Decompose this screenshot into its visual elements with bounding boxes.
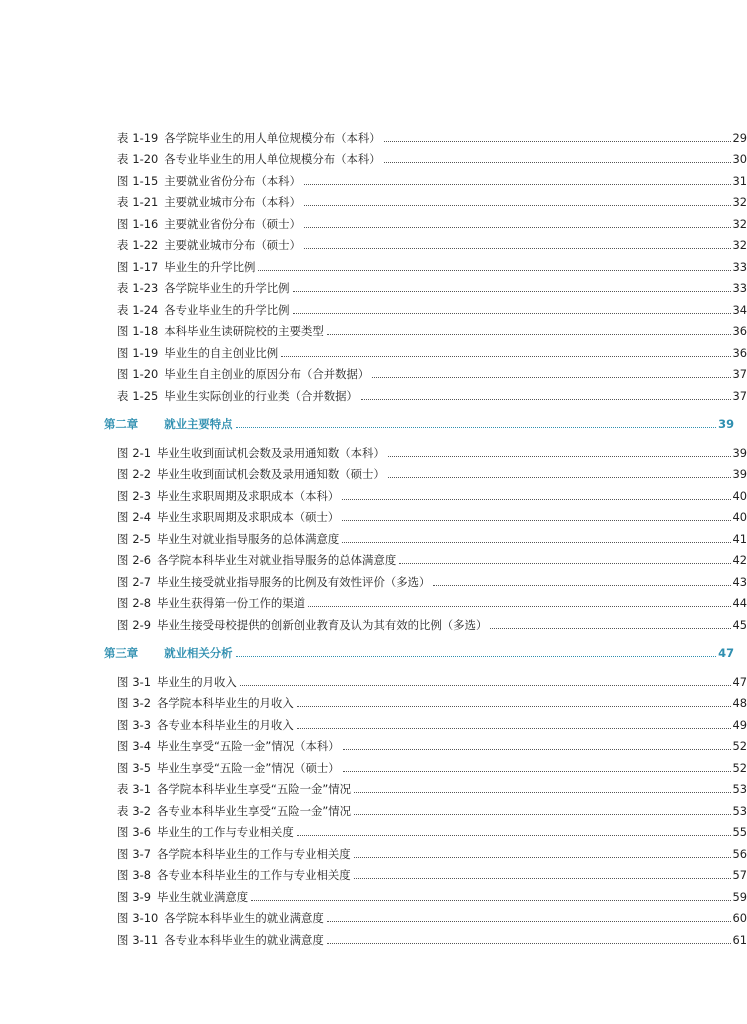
- toc-kind: 图: [117, 911, 129, 925]
- toc-number: 3-4: [132, 739, 152, 753]
- toc-number: 1-16: [132, 216, 159, 231]
- toc-title: 毕业生自主创业的原因分布（合并数据）: [164, 367, 370, 381]
- toc-entry-row[interactable]: [0, 839, 747, 861]
- dot-leader: [293, 312, 731, 314]
- toc-page-number: 40: [732, 510, 747, 524]
- toc-kind: 图: [117, 216, 129, 231]
- toc-entry-row[interactable]: [0, 882, 747, 904]
- dot-leader: [297, 834, 731, 836]
- toc-entry-row[interactable]: [0, 209, 747, 231]
- toc-page-number: 60: [732, 911, 747, 925]
- toc-kind: 图: [117, 717, 129, 732]
- toc-label: [117, 718, 151, 732]
- toc-entry-row[interactable]: [0, 818, 747, 840]
- toc-kind: 图: [117, 259, 129, 274]
- dot-leader: [258, 269, 730, 271]
- toc-page-number: 52: [732, 739, 747, 753]
- toc-label: [117, 324, 158, 338]
- toc-page-number: 29: [732, 130, 747, 145]
- toc-label: [104, 646, 138, 660]
- toc-number: 3-9: [132, 889, 152, 904]
- toc-kind: 图: [117, 345, 129, 360]
- toc-kind: 第二章: [104, 417, 139, 431]
- toc-label: [117, 303, 158, 317]
- toc-title: 本科毕业生读研院校的主要类型: [164, 324, 324, 338]
- toc-title: 各学院本科毕业生的工作与专业相关度: [157, 846, 351, 861]
- toc-number: 1-21: [132, 195, 159, 209]
- toc-number: 1-20: [132, 367, 159, 381]
- dot-leader: [388, 476, 731, 478]
- toc-page-number: 39: [732, 445, 747, 460]
- toc-page-number: 30: [732, 152, 747, 166]
- dot-leader: [304, 226, 731, 228]
- toc-entry-row[interactable]: [0, 710, 747, 732]
- dot-leader: [433, 584, 730, 586]
- toc-kind: 图: [117, 825, 129, 839]
- toc-title: 各学院毕业生的升学比例: [164, 281, 290, 295]
- toc-kind: 图: [117, 617, 129, 632]
- toc-entry-row[interactable]: [0, 295, 747, 317]
- toc-page-number: 31: [732, 173, 747, 188]
- toc-label: [117, 575, 151, 589]
- dot-leader: [327, 333, 731, 335]
- toc-kind: 图: [117, 445, 129, 460]
- toc-page-number: 47: [732, 674, 747, 689]
- toc-number: 2-1: [132, 445, 152, 460]
- toc-page-number: 55: [732, 825, 747, 839]
- toc-label: [117, 532, 151, 546]
- toc-label: [117, 238, 158, 252]
- toc-label: [117, 152, 158, 166]
- dot-leader: [297, 705, 731, 707]
- toc-label: [117, 446, 151, 460]
- toc-number: 3-3: [132, 717, 152, 732]
- toc-title: 毕业生求职周期及求职成本（硕士）: [157, 510, 340, 524]
- toc-kind: 图: [117, 553, 129, 567]
- toc-label: [104, 417, 138, 431]
- toc-title: 毕业生享受“五险一金”情况（硕士）: [157, 760, 340, 775]
- toc-title: 各学院本科毕业生享受“五险一金”情况: [157, 782, 352, 796]
- toc-number: 1-22: [132, 238, 159, 252]
- toc-page-number: 33: [732, 259, 747, 274]
- toc-label: [117, 510, 151, 524]
- toc-kind: 图: [117, 467, 129, 481]
- toc-entry-row[interactable]: [0, 589, 747, 611]
- toc-label: [117, 174, 158, 188]
- toc-number: 3-7: [132, 846, 152, 861]
- toc-page-number: 32: [732, 216, 747, 231]
- toc-page-number: 39: [718, 417, 734, 431]
- toc-label: [117, 217, 158, 231]
- toc-kind: 图: [117, 932, 129, 947]
- toc-entry-row[interactable]: [0, 610, 747, 632]
- dot-leader: [354, 813, 730, 815]
- toc-page-number: 32: [732, 195, 747, 209]
- toc-entry-row[interactable]: [0, 861, 747, 883]
- toc-title: 毕业生的工作与专业相关度: [157, 825, 294, 839]
- toc-kind: 图: [117, 696, 129, 710]
- toc-number: 1-23: [132, 281, 159, 295]
- toc-page-number: 52: [732, 760, 747, 775]
- toc-page-number: 37: [732, 388, 747, 403]
- dot-leader: [240, 684, 731, 686]
- toc-number: 1-19: [132, 345, 159, 360]
- dot-leader: [236, 426, 717, 428]
- toc-number: 2-4: [132, 510, 152, 524]
- toc-kind: 图: [117, 531, 129, 546]
- toc-kind: 表: [117, 195, 129, 209]
- toc-label: [117, 675, 151, 689]
- toc-label: [117, 195, 158, 209]
- toc-entry-row[interactable]: [0, 904, 747, 926]
- toc-title: 主要就业省份分布（硕士）: [164, 216, 301, 231]
- toc-number: 1-17: [132, 259, 159, 274]
- dot-leader: [327, 942, 731, 944]
- toc-kind: 图: [117, 846, 129, 861]
- toc-title: 各专业毕业生的升学比例: [164, 302, 290, 317]
- toc-title: 各专业本科毕业生的就业满意度: [164, 932, 324, 947]
- toc-entry-row[interactable]: [0, 753, 747, 775]
- toc-page-number: 61: [732, 932, 747, 947]
- toc-page-number: 59: [732, 889, 747, 904]
- toc-page-number: 42: [732, 553, 747, 567]
- toc-kind: 表: [117, 281, 129, 295]
- toc-page-number: 36: [732, 324, 747, 338]
- toc-title: 各专业本科毕业生的工作与专业相关度: [157, 868, 351, 882]
- toc-title: 就业相关分析: [164, 646, 233, 660]
- toc-entry-row[interactable]: [0, 567, 747, 589]
- toc-entry-row[interactable]: [0, 546, 747, 568]
- toc-number: 3-10: [132, 911, 159, 925]
- dot-leader: [342, 541, 730, 543]
- toc-label: [117, 346, 158, 360]
- toc-title: 就业主要特点: [164, 417, 233, 431]
- toc-label: [117, 489, 151, 503]
- toc-number: 1-18: [132, 324, 159, 338]
- toc-label: [117, 389, 158, 403]
- toc-entry-row[interactable]: [0, 188, 747, 210]
- toc-kind: 第三章: [104, 646, 139, 660]
- dot-leader: [281, 355, 730, 357]
- toc-kind: 表: [117, 238, 129, 252]
- toc-number: 2-6: [132, 553, 152, 567]
- toc-chapter-row[interactable]: [0, 639, 734, 661]
- toc-label: [117, 596, 151, 610]
- toc-label: [117, 782, 151, 796]
- toc-number: 2-7: [132, 574, 152, 589]
- toc-label: [117, 804, 151, 818]
- toc-label: [117, 825, 151, 839]
- toc-kind: 图: [117, 574, 129, 589]
- toc-title: 毕业生获得第一份工作的渠道: [157, 596, 306, 610]
- toc-label: [117, 553, 151, 567]
- toc-label: [117, 739, 151, 753]
- toc-kind: 图: [117, 510, 129, 524]
- toc-entry-row[interactable]: [0, 925, 747, 947]
- toc-label: [117, 281, 158, 295]
- toc-title: 毕业生实际创业的行业类（合并数据）: [164, 388, 358, 403]
- toc-entry-row[interactable]: [0, 775, 747, 797]
- toc-label: [117, 911, 158, 925]
- dot-leader: [342, 519, 730, 521]
- dot-leader: [304, 183, 731, 185]
- toc-kind: 表: [117, 782, 129, 796]
- toc-page-number: 56: [732, 846, 747, 861]
- toc-page-number: 53: [732, 782, 747, 796]
- toc-number: 1-24: [132, 302, 159, 317]
- dot-leader: [304, 204, 731, 206]
- toc-number: 1-20: [132, 152, 159, 166]
- toc-entry-row[interactable]: [0, 481, 747, 503]
- dot-leader: [384, 161, 731, 163]
- toc-kind: 图: [117, 596, 129, 610]
- toc-title: 各学院本科毕业生的月收入: [157, 696, 294, 710]
- toc-entry-row[interactable]: [0, 689, 747, 711]
- toc-kind: 图: [117, 739, 129, 753]
- toc-number: 1-15: [132, 173, 159, 188]
- dot-leader: [384, 140, 731, 142]
- toc-entry-row[interactable]: [0, 145, 747, 167]
- toc-number: 2-9: [132, 617, 152, 632]
- toc-number: 3-2: [132, 803, 152, 818]
- toc-label: [117, 868, 151, 882]
- toc-number: 3-11: [132, 932, 159, 947]
- toc-entry-row[interactable]: [0, 338, 747, 360]
- table-of-contents: [0, 123, 747, 947]
- toc-kind: 图: [117, 324, 129, 338]
- toc-title: 毕业生享受“五险一金”情况（本科）: [157, 739, 340, 753]
- toc-page-number: 57: [732, 868, 747, 882]
- toc-chapter-row[interactable]: [0, 410, 734, 432]
- dot-leader: [342, 498, 730, 500]
- toc-kind: 图: [117, 868, 129, 882]
- toc-title: 各专业本科毕业生享受“五险一金”情况: [157, 803, 352, 818]
- dot-leader: [304, 247, 731, 249]
- toc-entry-row[interactable]: [0, 524, 747, 546]
- toc-kind: 图: [117, 173, 129, 188]
- toc-number: 1-25: [132, 388, 159, 403]
- toc-kind: 图: [117, 367, 129, 381]
- toc-number: 2-3: [132, 488, 152, 503]
- toc-title: 主要就业城市分布（本科）: [164, 195, 301, 209]
- toc-title: 毕业生接受就业指导服务的比例及有效性评价（多选）: [157, 574, 431, 589]
- dot-leader: [361, 398, 731, 400]
- toc-entry-row[interactable]: [0, 252, 747, 274]
- dot-leader: [388, 455, 731, 457]
- toc-entry-row[interactable]: [0, 503, 747, 525]
- toc-entry-row[interactable]: [0, 317, 747, 339]
- toc-title: 毕业生接受母校提供的创新创业教育及认为其有效的比例（多选）: [157, 617, 488, 632]
- toc-title: 毕业生的自主创业比例: [164, 345, 279, 360]
- toc-page-number: 36: [732, 345, 747, 360]
- toc-page-number: 37: [732, 367, 747, 381]
- toc-entry-row[interactable]: [0, 231, 747, 253]
- toc-entry-row[interactable]: [0, 360, 747, 382]
- toc-label: [117, 696, 151, 710]
- toc-page-number: 41: [732, 531, 747, 546]
- toc-page-number: 49: [732, 717, 747, 732]
- dot-leader: [354, 791, 730, 793]
- toc-label: [117, 467, 151, 481]
- toc-title: 各学院本科毕业生对就业指导服务的总体满意度: [157, 553, 397, 567]
- toc-kind: 表: [117, 803, 129, 818]
- toc-number: 2-8: [132, 596, 152, 610]
- dot-leader: [354, 877, 731, 879]
- toc-label: [117, 367, 158, 381]
- toc-entry-row[interactable]: [0, 460, 747, 482]
- toc-title: 毕业生就业满意度: [157, 889, 249, 904]
- toc-page-number: 33: [732, 281, 747, 295]
- dot-leader: [372, 376, 730, 378]
- toc-page-number: 45: [732, 617, 747, 632]
- toc-title: 毕业生的月收入: [157, 674, 237, 689]
- toc-title: 各专业本科毕业生的月收入: [157, 717, 294, 732]
- toc-title: 各专业毕业生的用人单位规模分布（本科）: [164, 152, 381, 166]
- dot-leader: [297, 727, 731, 729]
- toc-kind: 表: [117, 130, 129, 145]
- toc-entry-row[interactable]: [0, 123, 747, 145]
- toc-number: 3-5: [132, 760, 152, 775]
- toc-number: 3-8: [132, 868, 152, 882]
- toc-title: 毕业生收到面试机会数及录用通知数（硕士）: [157, 467, 385, 481]
- toc-page-number: 53: [732, 803, 747, 818]
- toc-number: 3-6: [132, 825, 152, 839]
- toc-label: [117, 933, 158, 947]
- toc-entry-row[interactable]: [0, 166, 747, 188]
- toc-number: 2-2: [132, 467, 152, 481]
- toc-entry-row[interactable]: [0, 381, 747, 403]
- toc-kind: 表: [117, 302, 129, 317]
- dot-leader: [251, 899, 730, 901]
- toc-title: 毕业生对就业指导服务的总体满意度: [157, 531, 340, 546]
- toc-title: 各学院本科毕业生的就业满意度: [164, 911, 324, 925]
- toc-page-number: 47: [718, 646, 734, 660]
- toc-label: [117, 761, 151, 775]
- toc-entry-row[interactable]: [0, 667, 747, 689]
- toc-entry-row[interactable]: [0, 732, 747, 754]
- toc-number: 1-19: [132, 130, 159, 145]
- dot-leader: [343, 748, 731, 750]
- toc-entry-row[interactable]: [0, 438, 747, 460]
- toc-page-number: 34: [732, 302, 747, 317]
- toc-entry-row[interactable]: [0, 274, 747, 296]
- toc-page-number: 32: [732, 238, 747, 252]
- toc-number: 3-2: [132, 696, 152, 710]
- toc-title: 主要就业城市分布（硕士）: [164, 238, 301, 252]
- toc-page-number: 40: [732, 488, 747, 503]
- dot-leader: [343, 770, 731, 772]
- toc-kind: 表: [117, 152, 129, 166]
- dot-leader: [354, 856, 731, 858]
- dot-leader: [490, 627, 730, 629]
- toc-number: 3-1: [132, 674, 152, 689]
- toc-title: 毕业生收到面试机会数及录用通知数（本科）: [157, 445, 385, 460]
- toc-label: [117, 260, 158, 274]
- dot-leader: [293, 290, 731, 292]
- dot-leader: [236, 655, 717, 657]
- toc-number: 2-5: [132, 531, 152, 546]
- dot-leader: [399, 562, 730, 564]
- toc-page-number: 39: [732, 467, 747, 481]
- toc-label: [117, 847, 151, 861]
- toc-label: [117, 890, 151, 904]
- toc-page-number: 44: [732, 596, 747, 610]
- toc-kind: 图: [117, 674, 129, 689]
- toc-entry-row[interactable]: [0, 796, 747, 818]
- toc-label: [117, 131, 158, 145]
- dot-leader: [327, 920, 731, 922]
- toc-number: 3-1: [132, 782, 152, 796]
- toc-title: 各学院毕业生的用人单位规模分布（本科）: [164, 130, 381, 145]
- toc-page-number: 43: [732, 574, 747, 589]
- toc-kind: 图: [117, 760, 129, 775]
- toc-kind: 图: [117, 488, 129, 503]
- toc-title: 主要就业省份分布（本科）: [164, 173, 301, 188]
- dot-leader: [308, 605, 730, 607]
- toc-title: 毕业生的升学比例: [164, 259, 256, 274]
- toc-title: 毕业生求职周期及求职成本（本科）: [157, 488, 340, 503]
- toc-kind: 图: [117, 889, 129, 904]
- toc-kind: 表: [117, 388, 129, 403]
- toc-label: [117, 618, 151, 632]
- toc-page-number: 48: [732, 696, 747, 710]
